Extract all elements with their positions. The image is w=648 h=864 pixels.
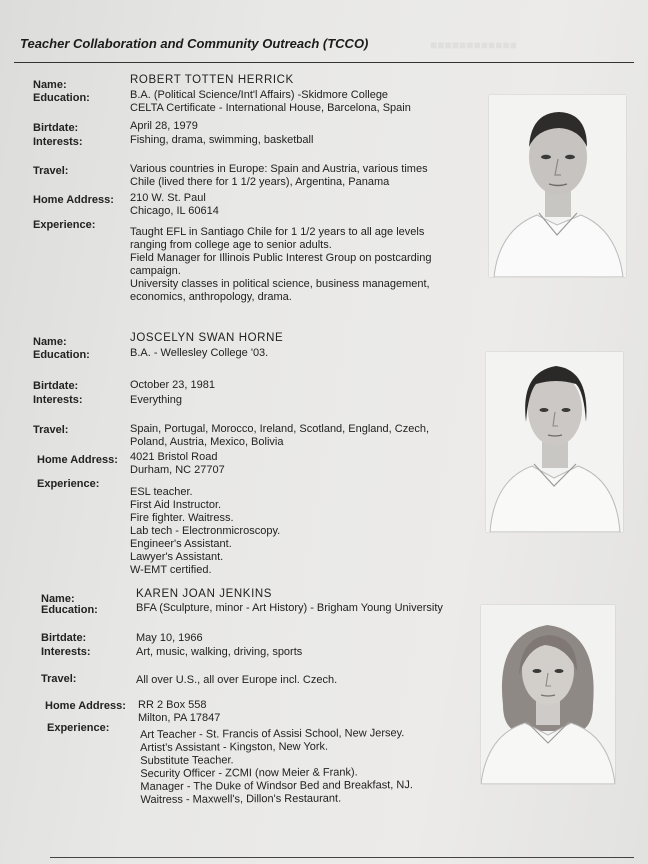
profile-name: KAREN JOAN JENKINS (136, 588, 273, 600)
name-label: Name: (33, 79, 67, 91)
profile-name: ROBERT TOTTEN HERRICK (130, 74, 294, 86)
home-address-label: Home Address: (37, 454, 118, 466)
portrait-woman-image (481, 605, 615, 784)
interests-label: Interests: (33, 136, 83, 148)
experience-line: ESL teacher. (130, 486, 193, 498)
experience-line: economics, anthropology, drama. (130, 291, 292, 303)
home-address-value (130, 192, 219, 218)
profile-photo (486, 352, 623, 532)
experience-value (140, 727, 413, 807)
experience-line: Lab tech - Electronmicroscopy. (130, 525, 281, 537)
experience-line: Fire fighter. Waitress. (130, 512, 234, 524)
birthdate-label: Birtdate: (33, 380, 79, 392)
address-line: 210 W. St. Paul (130, 192, 206, 204)
education-label: Education: (33, 349, 90, 361)
experience-line: Field Manager for Illinois Public Interest Group on postcarding (130, 252, 432, 264)
show-through-text (430, 38, 517, 52)
experience-line: Substitute Teacher. (140, 754, 234, 767)
birthdate-value: October 23, 1981 (130, 379, 216, 391)
experience-label: Experience: (33, 219, 96, 231)
address-line: Milton, PA 17847 (138, 712, 221, 724)
address-line: 4021 Bristol Road (130, 451, 218, 463)
experience-line: W-EMT certified. (130, 564, 212, 576)
profile-photo (489, 95, 626, 277)
experience-line: Waitress - Maxwell's, Dillon's Restaurant. (140, 792, 342, 806)
experience-line: Engineer's Assistant. (130, 538, 232, 550)
interests-value: Everything (130, 394, 182, 406)
education-line: BFA (Sculpture, minor - Art History) - Brigham Young University (136, 602, 443, 614)
travel-label: Travel: (41, 673, 77, 685)
education-label: Education: (33, 92, 90, 104)
interests-label: Interests: (33, 394, 83, 406)
portrait-woman-image (486, 352, 623, 532)
travel-line: Various countries in Europe: Spain and Austria, various times (130, 163, 428, 175)
address-line: Durham, NC 27707 (130, 464, 225, 476)
experience-label: Experience: (37, 478, 100, 490)
home-address-label: Home Address: (45, 700, 126, 712)
birthdate-label: Birtdate: (41, 632, 87, 644)
education-line: CELTA Certificate - International House, Barcelona, Spain (130, 102, 411, 114)
interests-value: Art, music, walking, driving, sports (136, 646, 303, 658)
experience-line: Manager - The Duke of Windsor Bed and Breakfast, NJ. (140, 779, 413, 793)
experience-line: Security Officer - ZCMI (now Meier & Frank). (140, 766, 358, 780)
portrait-man-image (489, 95, 626, 277)
birthdate-value: April 28, 1979 (130, 120, 198, 132)
home-address-value (130, 451, 225, 477)
experience-line: Artist's Assistant - Kingston, New York. (140, 740, 329, 754)
home-address-value (138, 699, 220, 725)
address-line: RR 2 Box 558 (138, 699, 207, 711)
experience-line: First Aid Instructor. (130, 499, 222, 511)
experience-line: Art Teacher - St. Francis of Assisi School, New Jersey. (140, 727, 405, 741)
travel-line: All over U.S., all over Europe incl. Czech. (136, 674, 338, 686)
travel-label: Travel: (33, 424, 69, 436)
experience-line: Lawyer's Assistant. (130, 551, 224, 563)
name-label: Name: (33, 336, 67, 348)
birthdate-label: Birtdate: (33, 122, 79, 134)
travel-line: Poland, Austria, Mexico, Bolivia (130, 436, 284, 448)
travel-line: Spain, Portugal, Morocco, Ireland, Scotland, England, Czech, (130, 423, 430, 435)
education-value (130, 347, 268, 360)
address-line: Chicago, IL 60614 (130, 205, 219, 217)
profile-name: JOSCELYN SWAN HORNE (130, 332, 284, 344)
experience-line: ranging from college age to senior adults. (130, 239, 332, 251)
education-line: B.A. (Political Science/Int'l Affairs) -Skidmore College (130, 89, 389, 101)
experience-line: campaign. (130, 265, 181, 277)
interests-label: Interests: (41, 646, 91, 658)
interests-value: Fishing, drama, swimming, basketball (130, 134, 314, 146)
page-title: Teacher Collaboration and Community Outreach (TCCO) (20, 36, 369, 51)
travel-value (136, 674, 337, 687)
home-address-label: Home Address: (33, 194, 114, 206)
travel-value (130, 163, 428, 189)
experience-value (130, 226, 431, 304)
travel-line: Chile (lived there for 1 1/2 years), Argentina, Panama (130, 176, 390, 188)
travel-label: Travel: (33, 165, 69, 177)
education-value (130, 89, 411, 115)
education-line: B.A. - Wellesley College '03. (130, 347, 269, 359)
experience-value (130, 486, 280, 577)
footer-divider (50, 857, 634, 858)
education-label: Education: (41, 604, 98, 616)
education-value (136, 602, 443, 615)
name-label: Name: (41, 593, 75, 605)
birthdate-value: May 10, 1966 (136, 632, 203, 644)
header-divider (14, 62, 634, 63)
travel-value (130, 423, 429, 449)
experience-line: Taught EFL in Santiago Chile for 1 1/2 years to all age levels (130, 226, 425, 238)
experience-line: University classes in political science, business management, (130, 278, 430, 290)
profile-photo (481, 605, 615, 784)
experience-label: Experience: (47, 722, 110, 734)
